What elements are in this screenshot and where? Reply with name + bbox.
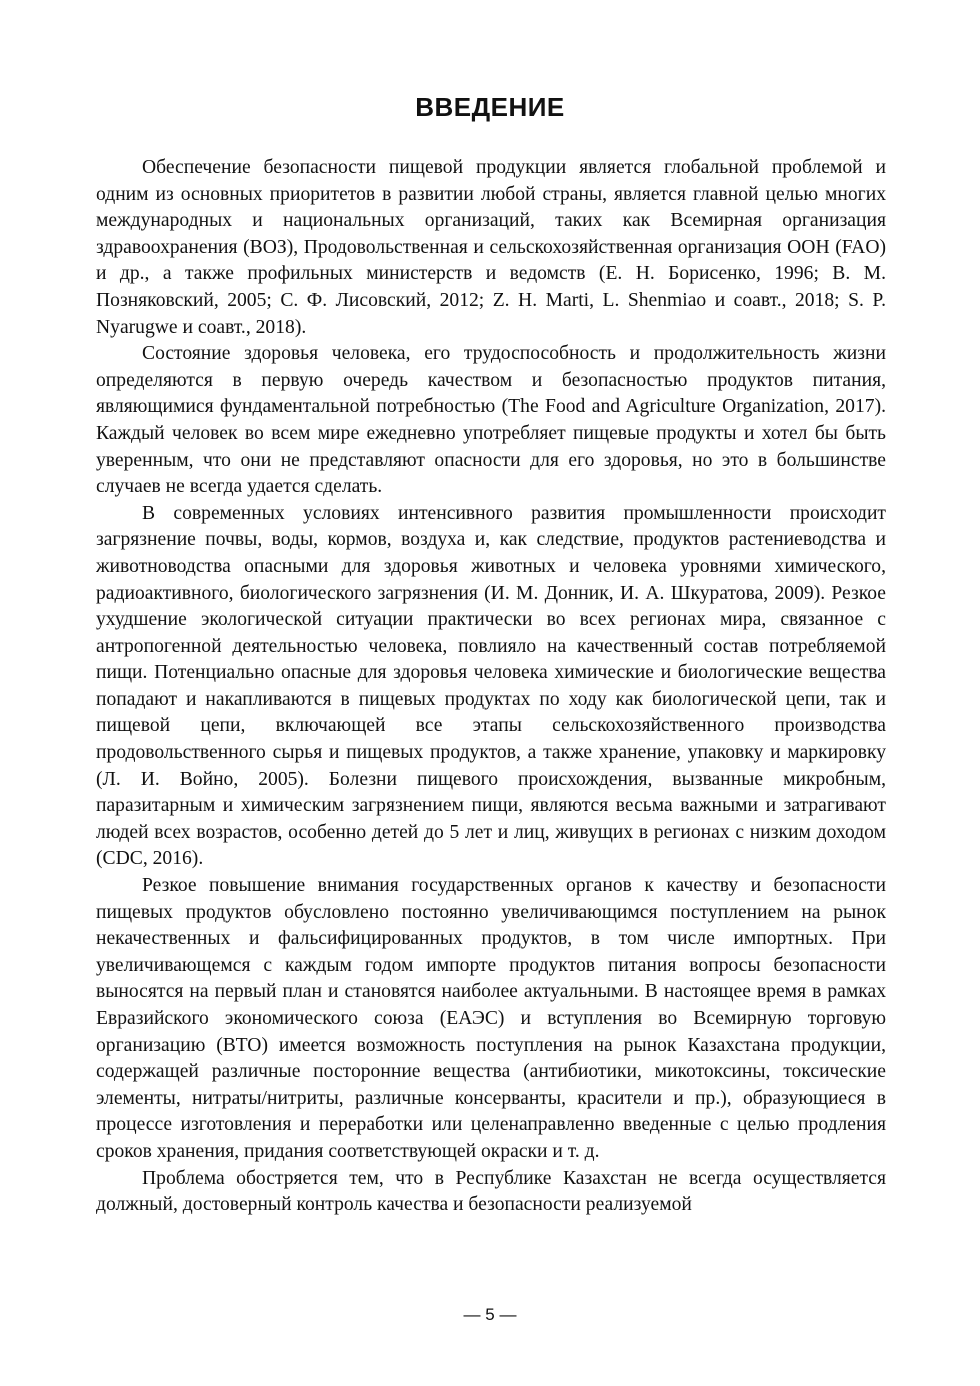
page-title: ВВЕДЕНИЕ bbox=[415, 92, 565, 122]
paragraph-3: В современных условиях интенсивного развития промышленности происходит загрязнение почвы, воды, кормов, воздуха и, как следствие, продуктов растениеводства и животноводства опасными для здоровья животных и человека уровнями химического, радиоактивного, биологического загрязнения (И. М. Донник, И. А. Шкуратова, 2009). Резкое ухудшение экологической ситуации практически во всех регионах мира, связанное с антропогенной деятельностью человека, повлияло на качественный состав потребляемой пищи. Потенциально опасные для здоровья человека химические и биологические вещества попадают и накапливаются в пищевых продуктах по ходу как биологической цепи, так и пищевой цепи, включающей все этапы сельскохозяйственного производства продовольственного сырья и пищевых продуктов, а также хранение, упаковку и маркировку (Л. И. Войно, 2005). Болезни пищевого происхождения, вызванные микробным, паразитарным и химическим загрязнением пищи, являются весьма важными и затрагивают людей всех возрастов, особенно детей до 5 лет и лиц, живущих в регионах с низким доходом (CDC, 2016). bbox=[96, 502, 886, 870]
page-number: — 5 — bbox=[463, 1305, 517, 1324]
paragraph-1: Обеспечение безопасности пищевой продукции является глобальной проблемой и одним из основных приоритетов в развитии любой страны, является главной целью многих международных и национальных организаций, таких как Всемирная организация здравоохранения (ВОЗ), Продовольственная и сельскохозяйственная организация ООН (FAO) и др., а также профильных министерств и ведомств (Е. Н. Борисенко, 1996; В. М. Позняковский, 2005; С. Ф. Лисовский, 2012; Z. H. Marti, L. Shenmiao и соавт., 2018; S. P. Nyarugwe и соавт., 2018). bbox=[96, 157, 886, 338]
paragraph-5: Проблема обостряется тем, что в Республике Казахстан не всегда осуществляется должный, достоверный контроль качества и безопасности реализуемой bbox=[96, 1167, 886, 1216]
paragraph-4: Резкое повышение внимания государственных органов к качеству и безопасности пищевых продуктов обусловлено постоянно увеличивающимся поступлением на рынок некачественных и фальсифицированных продуктов, в том числе импортных. При увеличивающемся с каждым годом импорте продуктов питания вопросы безопасности выносятся на первый план и становятся наиболее актуальными. В настоящее время в рамках Евразийского экономического союза (ЕАЭС) и вступления во Всемирную торговую организацию (ВТО) имеется возможность поступления на рынок Казахстана продукции, содержащей различные посторонние вещества (антибиотики, микотоксины, токсические элементы, нитраты/нитриты, различные консерванты, красители и пр.), образующиеся в процессе изготовления и переработки или целенаправленно введенные с целью продления сроков хранения, придания соответствующей окраски и т. д. bbox=[96, 875, 886, 1162]
paragraph-2: Состояние здоровья человека, его трудоспособность и продолжительность жизни определяются в первую очередь качеством и безопасностью продуктов питания, являющимися фундаментальной потребностью (The Food and Agriculture Organization, 2017). Каждый человек во всем мире ежедневно употребляет пищевые продукты и хотел бы быть уверенным, что они не представляют опасности для его здоровья, но это в большинстве случаев не всегда удается сделать. bbox=[96, 343, 886, 498]
body-text bbox=[96, 155, 886, 1219]
